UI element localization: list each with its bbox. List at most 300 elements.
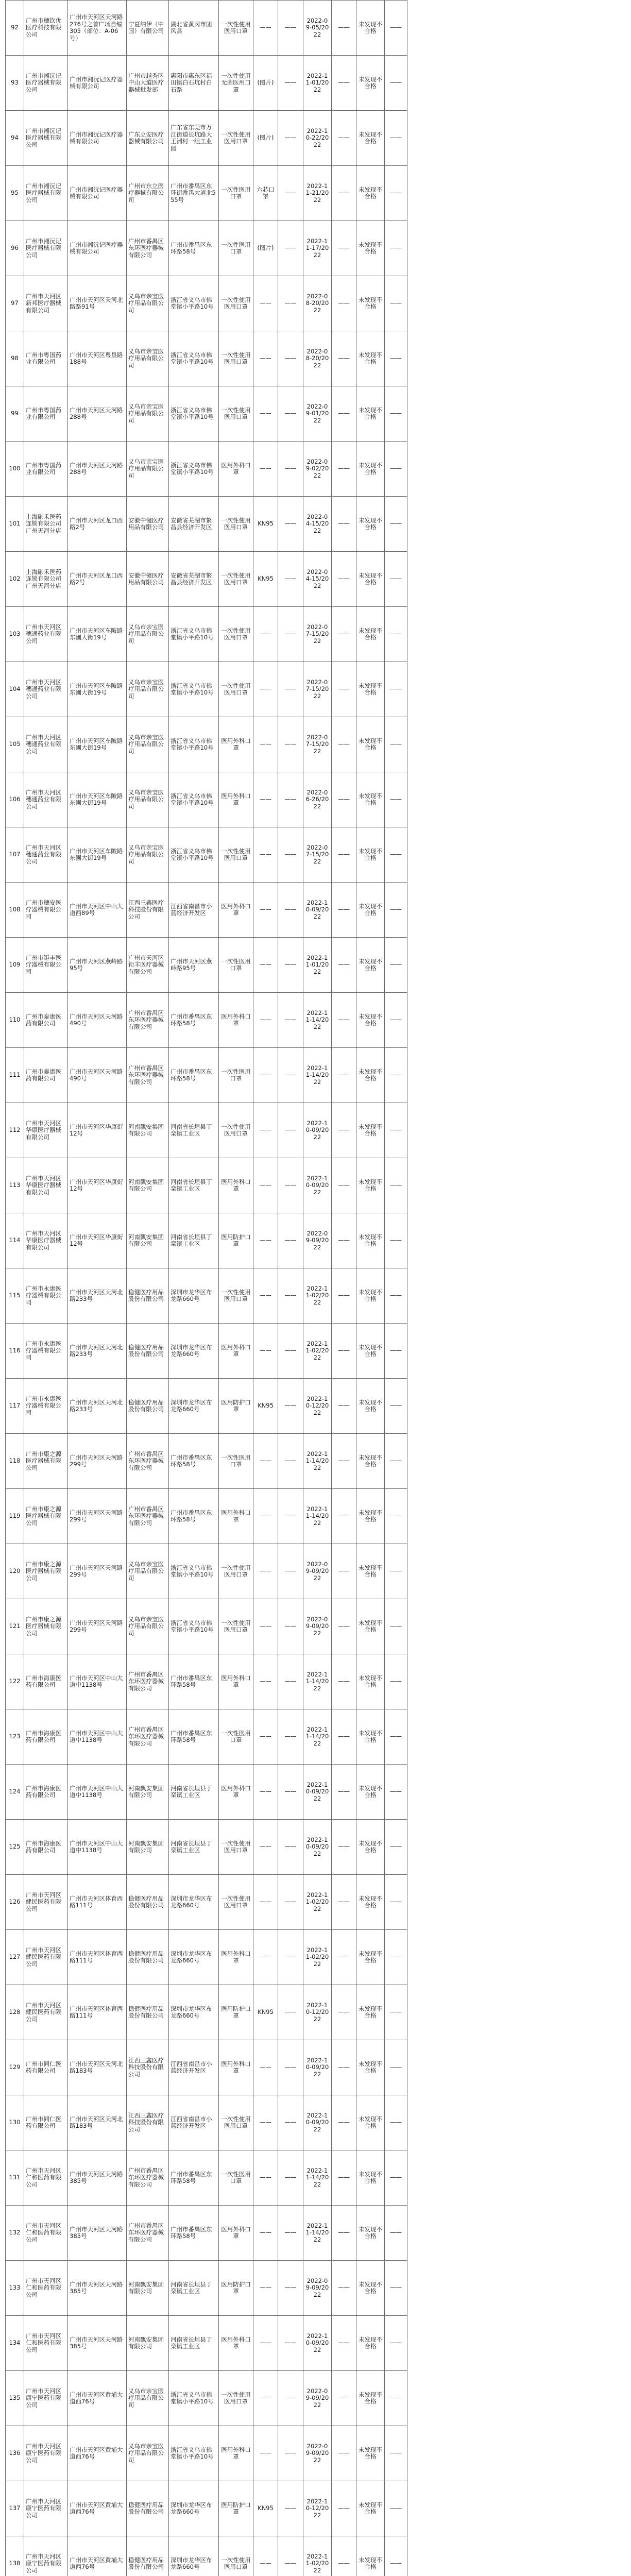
cell-row-index: 120: [6, 1544, 24, 1599]
cell-product-name: 一次性使用医用口罩: [219, 552, 253, 607]
cell-specification: ——: [253, 1434, 278, 1489]
cell-manufacturer-name: 广东立安医疗器械有限公司: [127, 111, 169, 166]
cell-manufacturer-name: 河南飘安集团有限公司: [127, 1158, 169, 1213]
cell-specification: ——: [253, 2206, 278, 2261]
cell-trademark: ——: [278, 2095, 303, 2150]
cell-product-name: 医用外科口罩: [219, 1489, 253, 1544]
cell-sampled-unit-address: 广州市天河区天河路385号: [68, 2206, 127, 2261]
table-row: [6, 1158, 407, 1213]
cell-inspection-result: 未发现不合格: [356, 1709, 385, 1765]
cell-trademark: ——: [278, 386, 303, 442]
cell-sampled-unit-name: 广州市天河区华康医疗器械有限公司: [24, 1103, 68, 1158]
cell-row-index: 137: [6, 2481, 24, 2536]
cell-remark: ——: [385, 2316, 407, 2371]
cell-batch: ——: [332, 1820, 356, 1875]
cell-inspection-result: 未发现不合格: [356, 166, 385, 221]
cell-specification: ——: [253, 2371, 278, 2426]
cell-trademark: ——: [278, 2536, 303, 2576]
cell-trademark: ——: [278, 1489, 303, 1544]
cell-trademark: ——: [278, 552, 303, 607]
cell-remark: ——: [385, 1213, 407, 1268]
cell-manufacturer-name: 安徽中健医疗用品有限公司: [127, 497, 169, 552]
cell-specification: 六芯口罩: [253, 166, 278, 221]
table-row: [6, 993, 407, 1048]
cell-sampled-unit-address: 广州市湘沅记医疗器械有限公司: [68, 56, 127, 111]
table-row: [6, 2040, 407, 2095]
cell-sampled-unit-address: 广州市天河区车陂路东圃大街19号: [68, 662, 127, 717]
table-row: [6, 111, 407, 166]
cell-row-index: 94: [6, 111, 24, 166]
cell-production-date: 2022-10-09/2022: [303, 2040, 332, 2095]
cell-trademark: ——: [278, 662, 303, 717]
cell-remark: ——: [385, 1599, 407, 1654]
table-row: [6, 1213, 407, 1268]
cell-product-name: 一次性使用医用口罩: [219, 2536, 253, 2576]
cell-sampled-unit-address: 广州市天河区天河路299号: [68, 1544, 127, 1599]
cell-remark: ——: [385, 166, 407, 221]
cell-row-index: 97: [6, 276, 24, 331]
cell-manufacturer-name: 河南飘安集团有限公司: [127, 1213, 169, 1268]
cell-production-date: 2022-04-15/2022: [303, 497, 332, 552]
cell-sampled-unit-name: 广州市粤国药业有限公司: [24, 386, 68, 442]
cell-sampled-unit-address: 广州市天河区天河北路183号: [68, 2095, 127, 2150]
cell-manufacturer-address: 安徽省芜湖市繁昌县经济开发区: [169, 497, 219, 552]
cell-product-name: 医用防护口罩: [219, 1985, 253, 2040]
cell-specification: ——: [253, 386, 278, 442]
cell-sampled-unit-name: 广州市天河区康宁医药有限公司: [24, 2426, 68, 2481]
cell-production-date: 2022-07-15/2022: [303, 827, 332, 883]
table-row: [6, 772, 407, 827]
cell-batch: ——: [332, 1434, 356, 1489]
cell-row-index: 96: [6, 221, 24, 276]
cell-production-date: 2022-09-09/2022: [303, 1213, 332, 1268]
cell-remark: ——: [385, 2040, 407, 2095]
cell-batch: ——: [332, 386, 356, 442]
cell-remark: ——: [385, 2371, 407, 2426]
cell-specification: ——: [253, 1820, 278, 1875]
cell-remark: ——: [385, 56, 407, 111]
cell-inspection-result: 未发现不合格: [356, 1103, 385, 1158]
cell-batch: ——: [332, 662, 356, 717]
cell-product-name: 一次性医用口罩: [219, 1048, 253, 1103]
cell-inspection-result: 未发现不合格: [356, 276, 385, 331]
table-row: [6, 1875, 407, 1930]
cell-sampled-unit-name: 广州市天河区穗通药业有限公司: [24, 717, 68, 772]
cell-inspection-result: 未发现不合格: [356, 1654, 385, 1709]
cell-remark: ——: [385, 2481, 407, 2536]
cell-manufacturer-name: 河南飘安集团有限公司: [127, 2316, 169, 2371]
cell-batch: ——: [332, 2040, 356, 2095]
cell-product-name: 一次性医用口罩: [219, 221, 253, 276]
cell-production-date: 2022-10-09/2022: [303, 2095, 332, 2150]
cell-remark: ——: [385, 1379, 407, 1434]
cell-trademark: ——: [278, 56, 303, 111]
cell-production-date: 2022-09-01/2022: [303, 386, 332, 442]
cell-row-index: 132: [6, 2206, 24, 2261]
table-row: [6, 938, 407, 993]
cell-trademark: ——: [278, 1324, 303, 1379]
cell-sampled-unit-name: 广州市钜丰医疗器械有限公司: [24, 938, 68, 993]
cell-production-date: 2022-11-14/2022: [303, 1434, 332, 1489]
cell-inspection-result: 未发现不合格: [356, 938, 385, 993]
cell-manufacturer-name: 宁夏纳伊（中国）有限公司: [127, 1, 169, 56]
cell-product-name: 医用外科口罩: [219, 772, 253, 827]
cell-trademark: ——: [278, 1930, 303, 1985]
cell-row-index: 122: [6, 1654, 24, 1709]
cell-manufacturer-name: 义乌市亲宝医疗用品有限公司: [127, 1599, 169, 1654]
cell-remark: ——: [385, 827, 407, 883]
cell-remark: ——: [385, 1654, 407, 1709]
cell-batch: ——: [332, 331, 356, 386]
cell-batch: ——: [332, 1544, 356, 1599]
cell-manufacturer-name: 广州市东立医疗器械有限公司: [127, 166, 169, 221]
cell-trademark: ——: [278, 2316, 303, 2371]
cell-remark: ——: [385, 276, 407, 331]
cell-sampled-unit-name: 广州市湘沅记医疗器械有限公司: [24, 56, 68, 111]
table-row: [6, 1, 407, 56]
cell-sampled-unit-address: 广州市天河区粤垦路188号: [68, 331, 127, 386]
cell-remark: ——: [385, 1544, 407, 1599]
cell-manufacturer-address: 广州市番禺区东环路58号: [169, 1048, 219, 1103]
cell-manufacturer-address: 河南省长垣县丁栾镇工业区: [169, 1820, 219, 1875]
cell-trademark: ——: [278, 111, 303, 166]
cell-specification: ——: [253, 1930, 278, 1985]
cell-production-date: 2022-10-09/2022: [303, 883, 332, 938]
cell-product-name: 医用防护口罩: [219, 2481, 253, 2536]
cell-sampled-unit-address: 广州市天河区黄埔大道西76号: [68, 2481, 127, 2536]
cell-specification: ——: [253, 2095, 278, 2150]
cell-inspection-result: 未发现不合格: [356, 1158, 385, 1213]
cell-product-name: 医用外科口罩: [219, 717, 253, 772]
cell-production-date: 2022-07-15/2022: [303, 662, 332, 717]
cell-batch: ——: [332, 1765, 356, 1820]
cell-remark: ——: [385, 1709, 407, 1765]
cell-inspection-result: 未发现不合格: [356, 2316, 385, 2371]
cell-row-index: 113: [6, 1158, 24, 1213]
cell-row-index: 100: [6, 442, 24, 497]
cell-row-index: 93: [6, 56, 24, 111]
cell-manufacturer-address: 浙江省义乌市佛堂镇小平路10号: [169, 442, 219, 497]
cell-specification: ——: [253, 662, 278, 717]
cell-production-date: 2022-10-09/2022: [303, 1820, 332, 1875]
cell-manufacturer-name: 广州市番禺区东环医疗器械有限公司: [127, 2150, 169, 2206]
cell-product-name: 一次性使用医用口罩: [219, 386, 253, 442]
cell-manufacturer-name: 义乌市亲宝医疗用品有限公司: [127, 772, 169, 827]
cell-specification: ——: [253, 772, 278, 827]
cell-manufacturer-address: 浙江省义乌市佛堂镇小平路10号: [169, 2426, 219, 2481]
table-row: [6, 1048, 407, 1103]
cell-manufacturer-name: 广州市天河区钜丰医疗器械有限公司: [127, 938, 169, 993]
table-row: [6, 331, 407, 386]
cell-sampled-unit-name: 广州市湘沅记医疗器械有限公司: [24, 221, 68, 276]
cell-trademark: ——: [278, 1103, 303, 1158]
cell-specification: ——: [253, 1103, 278, 1158]
table-row: [6, 1765, 407, 1820]
cell-production-date: 2022-11-14/2022: [303, 2150, 332, 2206]
cell-row-index: 106: [6, 772, 24, 827]
table-row: [6, 1324, 407, 1379]
cell-sampled-unit-name: 广州市海康医药有限公司: [24, 1709, 68, 1765]
cell-sampled-unit-name: 广州市永康医疗器械有限公司: [24, 1268, 68, 1324]
cell-manufacturer-address: 深圳市龙华区布龙路660号: [169, 1268, 219, 1324]
cell-manufacturer-address: 广州市番禺区东环路58号: [169, 1654, 219, 1709]
cell-batch: ——: [332, 56, 356, 111]
cell-row-index: 128: [6, 1985, 24, 2040]
cell-sampled-unit-address: 广州市天河区黄埔大道西76号: [68, 2536, 127, 2576]
cell-trademark: ——: [278, 938, 303, 993]
cell-trademark: ——: [278, 2481, 303, 2536]
cell-manufacturer-name: 广州市番禺区东环医疗器械有限公司: [127, 1654, 169, 1709]
cell-inspection-result: 未发现不合格: [356, 386, 385, 442]
cell-manufacturer-address: 广州市番禺区东环路58号: [169, 221, 219, 276]
cell-production-date: 2022-11-01/2022: [303, 56, 332, 111]
cell-trademark: ——: [278, 1544, 303, 1599]
cell-sampled-unit-name: 广州市粤国药业有限公司: [24, 331, 68, 386]
cell-manufacturer-address: 河南省长垣县丁栾镇工业区: [169, 1765, 219, 1820]
table-row: [6, 1709, 407, 1765]
cell-trademark: ——: [278, 1654, 303, 1709]
table-body: [6, 1, 407, 2576]
cell-remark: ——: [385, 1489, 407, 1544]
cell-sampled-unit-name: 广州市天河区华康医疗器械有限公司: [24, 1213, 68, 1268]
cell-batch: ——: [332, 1489, 356, 1544]
cell-remark: ——: [385, 221, 407, 276]
cell-production-date: 2022-10-09/2022: [303, 1103, 332, 1158]
cell-sampled-unit-address: 广州市天河区车陂路东圃大街19号: [68, 607, 127, 662]
table-row: [6, 2095, 407, 2150]
cell-sampled-unit-name: 广州市同仁医药有限公司: [24, 2095, 68, 2150]
cell-inspection-result: 未发现不合格: [356, 2261, 385, 2316]
cell-specification: (图片): [253, 111, 278, 166]
cell-manufacturer-address: 江西省南昌市小蓝经济开发区: [169, 2095, 219, 2150]
cell-remark: ——: [385, 497, 407, 552]
cell-production-date: 2022-10-12/2022: [303, 1379, 332, 1434]
cell-specification: ——: [253, 442, 278, 497]
cell-batch: ——: [332, 1268, 356, 1324]
cell-product-name: 一次性使用医用口罩: [219, 497, 253, 552]
cell-sampled-unit-name: 广州市天河区健民医药有限公司: [24, 1985, 68, 2040]
cell-specification: ——: [253, 1268, 278, 1324]
cell-manufacturer-name: 义乌市亲宝医疗用品有限公司: [127, 607, 169, 662]
cell-product-name: 医用防护口罩: [219, 1379, 253, 1434]
cell-specification: ——: [253, 1213, 278, 1268]
cell-production-date: 2022-11-02/2022: [303, 2536, 332, 2576]
cell-sampled-unit-name: 上海融禾医药连锁有限公司广州天河分店: [24, 552, 68, 607]
cell-production-date: 2022-09-09/2022: [303, 2261, 332, 2316]
table-row: [6, 662, 407, 717]
cell-manufacturer-address: 河南省长垣县丁栾镇工业区: [169, 2316, 219, 2371]
cell-batch: ——: [332, 1709, 356, 1765]
cell-manufacturer-name: 广州市番禺区东环医疗器械有限公司: [127, 1489, 169, 1544]
cell-inspection-result: 未发现不合格: [356, 442, 385, 497]
cell-manufacturer-address: 广东省东莞市万江街道长坑路大王洲村一组工业园: [169, 111, 219, 166]
cell-inspection-result: 未发现不合格: [356, 2150, 385, 2206]
cell-row-index: 107: [6, 827, 24, 883]
cell-remark: ——: [385, 1103, 407, 1158]
cell-manufacturer-name: 义乌市亲宝医疗用品有限公司: [127, 1544, 169, 1599]
cell-product-name: 医用外科口罩: [219, 1654, 253, 1709]
cell-production-date: 2022-10-12/2022: [303, 1985, 332, 2040]
cell-inspection-result: 未发现不合格: [356, 1268, 385, 1324]
cell-row-index: 125: [6, 1820, 24, 1875]
cell-batch: ——: [332, 1213, 356, 1268]
cell-sampled-unit-address: 广州市天河区天河路299号: [68, 1434, 127, 1489]
cell-remark: ——: [385, 2536, 407, 2576]
cell-product-name: 一次性使用医用口罩: [219, 2371, 253, 2426]
cell-sampled-unit-name: 广州市泰康医药有限公司: [24, 1048, 68, 1103]
cell-sampled-unit-name: 广州市天河区仁和医药有限公司: [24, 2316, 68, 2371]
cell-sampled-unit-address: 广州市天河区天河路385号: [68, 2150, 127, 2206]
cell-row-index: 115: [6, 1268, 24, 1324]
cell-specification: KN95: [253, 1379, 278, 1434]
cell-sampled-unit-address: 广州市天河区黄埔大道西76号: [68, 2371, 127, 2426]
cell-production-date: 2022-11-02/2022: [303, 1875, 332, 1930]
cell-manufacturer-address: 浙江省义乌市佛堂镇小平路10号: [169, 2371, 219, 2426]
cell-trademark: ——: [278, 1048, 303, 1103]
cell-sampled-unit-address: 广州市天河区龙口西路2号: [68, 552, 127, 607]
cell-row-index: 95: [6, 166, 24, 221]
inspection-results-table: [5, 0, 407, 2576]
cell-manufacturer-name: 稳健医疗用品股份有限公司: [127, 2481, 169, 2536]
cell-remark: ——: [385, 1158, 407, 1213]
cell-batch: ——: [332, 166, 356, 221]
cell-sampled-unit-name: 广州市康之源医疗器械有限公司: [24, 1544, 68, 1599]
cell-sampled-unit-address: 广州市天河区中山大道中1138号: [68, 1654, 127, 1709]
cell-product-name: 医用防护口罩: [219, 2261, 253, 2316]
cell-inspection-result: 未发现不合格: [356, 2371, 385, 2426]
cell-manufacturer-name: 义乌市亲宝医疗用品有限公司: [127, 827, 169, 883]
cell-manufacturer-address: 浙江省义乌市佛堂镇小平路10号: [169, 772, 219, 827]
cell-batch: ——: [332, 442, 356, 497]
table-row: [6, 442, 407, 497]
inspection-results-page: [5, 0, 407, 2576]
cell-product-name: 医用外科口罩: [219, 1930, 253, 1985]
cell-manufacturer-name: 义乌市亲宝医疗用品有限公司: [127, 276, 169, 331]
table-row: [6, 717, 407, 772]
cell-inspection-result: 未发现不合格: [356, 2536, 385, 2576]
cell-manufacturer-address: 深圳市龙华区布龙路660号: [169, 1379, 219, 1434]
cell-manufacturer-address: 浙江省义乌市佛堂镇小平路10号: [169, 1599, 219, 1654]
cell-specification: (图片): [253, 221, 278, 276]
table-row: [6, 1985, 407, 2040]
table-row: [6, 883, 407, 938]
cell-inspection-result: 未发现不合格: [356, 1489, 385, 1544]
cell-specification: ——: [253, 1654, 278, 1709]
cell-inspection-result: 未发现不合格: [356, 1324, 385, 1379]
cell-trademark: ——: [278, 1709, 303, 1765]
cell-sampled-unit-address: 广州市天河区天河北路233号: [68, 1379, 127, 1434]
cell-production-date: 2022-10-09/2022: [303, 2316, 332, 2371]
table-row: [6, 552, 407, 607]
cell-sampled-unit-name: 广州市海康医药有限公司: [24, 1654, 68, 1709]
cell-remark: ——: [385, 772, 407, 827]
cell-trademark: ——: [278, 2150, 303, 2206]
cell-trademark: ——: [278, 607, 303, 662]
cell-row-index: 134: [6, 2316, 24, 2371]
cell-manufacturer-name: 江西三鑫医疗科技股份有限公司: [127, 2095, 169, 2150]
cell-product-name: 一次性医用口罩: [219, 938, 253, 993]
cell-manufacturer-name: 义乌市亲宝医疗用品有限公司: [127, 662, 169, 717]
cell-sampled-unit-address: 广州市天河区体育西路111号: [68, 1930, 127, 1985]
cell-inspection-result: 未发现不合格: [356, 2426, 385, 2481]
cell-inspection-result: 未发现不合格: [356, 772, 385, 827]
cell-production-date: 2022-10-09/2022: [303, 1158, 332, 1213]
cell-remark: ——: [385, 2206, 407, 2261]
cell-remark: ——: [385, 1324, 407, 1379]
cell-production-date: 2022-11-14/2022: [303, 1048, 332, 1103]
cell-manufacturer-address: 河南省长垣县丁栾镇工业区: [169, 2261, 219, 2316]
cell-product-name: 一次性使用无菌医用口罩: [219, 56, 253, 111]
cell-trademark: ——: [278, 827, 303, 883]
cell-inspection-result: 未发现不合格: [356, 2206, 385, 2261]
cell-specification: ——: [253, 2536, 278, 2576]
cell-production-date: 2022-09-09/2022: [303, 1544, 332, 1599]
cell-manufacturer-address: 河南省长垣县丁栾镇工业区: [169, 1158, 219, 1213]
cell-trademark: ——: [278, 1434, 303, 1489]
cell-row-index: 104: [6, 662, 24, 717]
cell-sampled-unit-name: 广州市同仁医药有限公司: [24, 2040, 68, 2095]
cell-trademark: ——: [278, 1, 303, 56]
table-row: [6, 2316, 407, 2371]
cell-sampled-unit-name: 广州市天河区穗通药业有限公司: [24, 662, 68, 717]
cell-sampled-unit-name: 广州市海康医药有限公司: [24, 1765, 68, 1820]
cell-product-name: 医用防护口罩: [219, 1213, 253, 1268]
cell-manufacturer-address: 浙江省义乌市佛堂镇小平路10号: [169, 1544, 219, 1599]
cell-sampled-unit-address: 广州市天河区车陂路东圃大街19号: [68, 772, 127, 827]
cell-row-index: 126: [6, 1875, 24, 1930]
cell-row-index: 127: [6, 1930, 24, 1985]
cell-trademark: ——: [278, 2426, 303, 2481]
cell-specification: ——: [253, 1709, 278, 1765]
cell-remark: ——: [385, 1930, 407, 1985]
cell-production-date: 2022-09-09/2022: [303, 2371, 332, 2426]
cell-specification: ——: [253, 2040, 278, 2095]
cell-product-name: 医用外科口罩: [219, 2316, 253, 2371]
cell-sampled-unit-address: 广州市天河区中山大道中1138号: [68, 1820, 127, 1875]
cell-inspection-result: 未发现不合格: [356, 497, 385, 552]
cell-inspection-result: 未发现不合格: [356, 717, 385, 772]
cell-batch: ——: [332, 938, 356, 993]
cell-manufacturer-name: 义乌市亲宝医疗用品有限公司: [127, 442, 169, 497]
cell-specification: KN95: [253, 2481, 278, 2536]
cell-inspection-result: 未发现不合格: [356, 827, 385, 883]
table-row: [6, 1434, 407, 1489]
cell-specification: ——: [253, 276, 278, 331]
cell-trademark: ——: [278, 1158, 303, 1213]
cell-sampled-unit-name: 广州市天河区仁和医药有限公司: [24, 2206, 68, 2261]
table-row: [6, 221, 407, 276]
cell-sampled-unit-address: 广州市天河区天河路385号: [68, 2316, 127, 2371]
cell-production-date: 2022-09-09/2022: [303, 2426, 332, 2481]
cell-sampled-unit-name: 广州市天河区健民医药有限公司: [24, 1930, 68, 1985]
cell-inspection-result: 未发现不合格: [356, 552, 385, 607]
cell-trademark: ——: [278, 497, 303, 552]
cell-manufacturer-name: 江西三鑫医疗科技股份有限公司: [127, 883, 169, 938]
cell-manufacturer-address: 浙江省义乌市佛堂镇小平路10号: [169, 827, 219, 883]
cell-row-index: 131: [6, 2150, 24, 2206]
cell-sampled-unit-address: 广州市天河区天河路288号: [68, 386, 127, 442]
cell-specification: ——: [253, 1048, 278, 1103]
cell-inspection-result: 未发现不合格: [356, 1820, 385, 1875]
table-row: [6, 2261, 407, 2316]
cell-row-index: 114: [6, 1213, 24, 1268]
cell-sampled-unit-address: 广州市湘沅记医疗器械有限公司: [68, 166, 127, 221]
cell-sampled-unit-name: 广州市永康医疗器械有限公司: [24, 1379, 68, 1434]
cell-specification: ——: [253, 827, 278, 883]
cell-manufacturer-address: 河南省长垣县丁栾镇工业区: [169, 1213, 219, 1268]
cell-product-name: 医用外科口罩: [219, 2206, 253, 2261]
cell-manufacturer-address: 湖北省黄冈市团风县: [169, 1, 219, 56]
